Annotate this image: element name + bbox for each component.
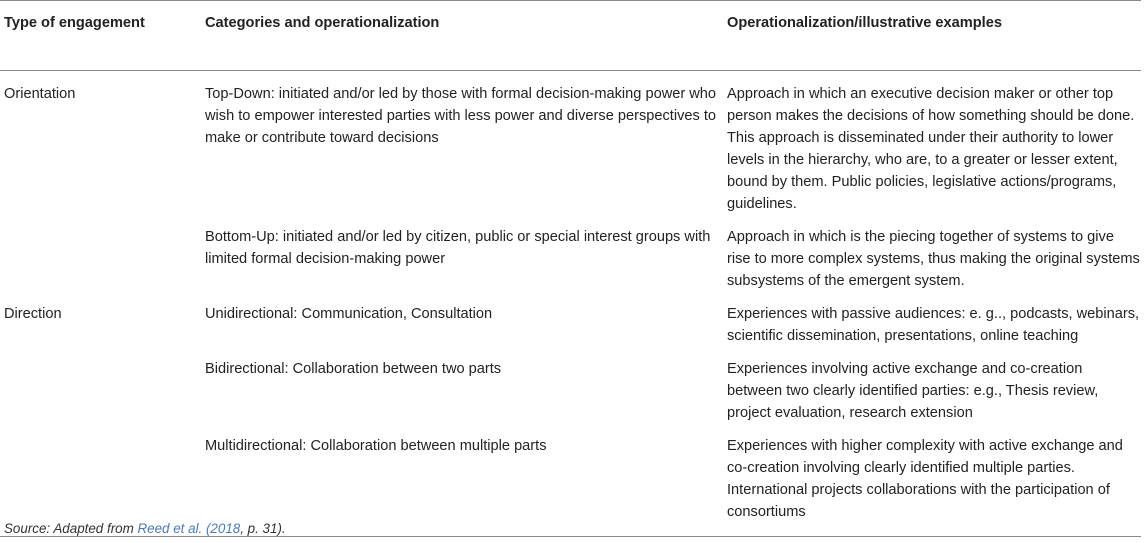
- table-row: [0, 358, 1141, 435]
- cell-examples: Experiences involving active exchange and co-creation between two clearly identified parties: e.g., Thesis review, project evaluation, research extension: [727, 361, 1099, 421]
- cell-examples: Approach in which an executive decision maker or other top person makes the decisions of how something should be done. This approach is disseminated under their authority to lower levels in the hierarchy, who are, to a greater or lesser extent, bound by them. Public policies, legislative actions/programs, guidelines.: [727, 86, 1135, 212]
- cell-examples: Approach in which is the piecing together of systems to give rise to more complex systems, thus making the original systems subsystems of the emergent system.: [727, 229, 1140, 289]
- table-source-note: [4, 520, 286, 538]
- table-row: [0, 71, 1141, 227]
- table-row: [0, 226, 1141, 303]
- header-examples: Operationalization/illustrative examples: [727, 15, 1002, 31]
- cell-category: Top-Down: initiated and/or led by those with formal decision-making power who wish to empower interested parties with less power and diverse perspectives to make or contribute toward decisions: [205, 86, 717, 146]
- cell-type: [0, 226, 205, 303]
- cell-category: Bidirectional: Collaboration between two parts: [205, 361, 502, 377]
- source-suffix: , p. 31).: [240, 521, 286, 536]
- source-prefix: Source: Adapted from: [4, 521, 138, 536]
- cell-category: Bottom-Up: initiated and/or led by citizen, public or special interest groups with limited formal decision-making power: [205, 229, 711, 267]
- cell-examples: Experiences with passive audiences: e. g.., podcasts, webinars, scientific dissemination, presentations, online teaching: [727, 306, 1140, 344]
- cell-category: Unidirectional: Communication, Consultation: [205, 306, 493, 322]
- cell-category: Multidirectional: Collaboration between multiple parts: [205, 438, 547, 454]
- cell-type: Orientation: [4, 86, 76, 102]
- header-categories: Categories and operationalization: [205, 15, 440, 31]
- table-header-row: [0, 1, 1141, 71]
- cell-type: [0, 358, 205, 435]
- header-type-of-engagement: Type of engagement: [4, 15, 145, 31]
- cell-type: Direction: [4, 306, 62, 322]
- table-row: [0, 303, 1141, 358]
- cell-examples: Experiences with higher complexity with active exchange and co-creation involving clearly identified multiple parties. International projects collaborations with the participation of consortiums: [727, 438, 1123, 520]
- source-citation-link[interactable]: Reed et al. (2018: [137, 521, 241, 536]
